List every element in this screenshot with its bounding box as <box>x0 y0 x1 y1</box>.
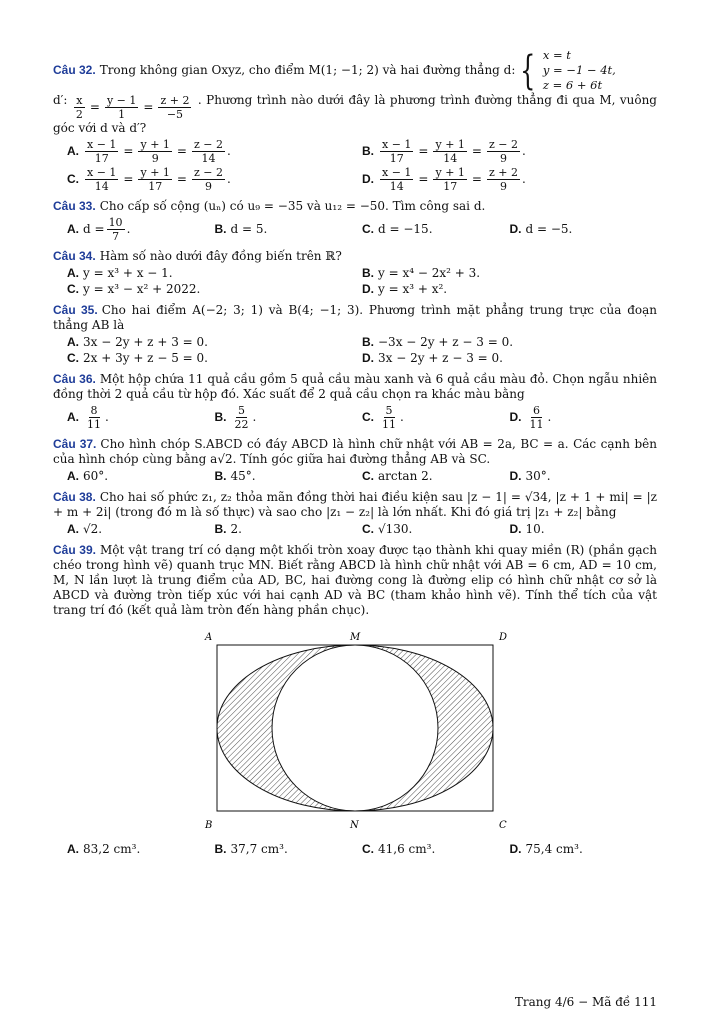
system-line-2: y = −1 − 4t, <box>542 63 616 77</box>
option-32-d[interactable]: D. $\frac{x - 1}{14}$ = $\frac{y + 1}{17}$ = $\frac{z + 2}{9}$ . <box>362 166 526 193</box>
frac-den: 11 <box>529 418 544 431</box>
question-37 <box>53 437 657 484</box>
system-line-1: x = t <box>542 48 571 62</box>
option-letter: D. <box>509 842 522 856</box>
label-m: M <box>350 632 361 643</box>
question-39-label: Câu 39. <box>53 543 96 557</box>
option-letter: C. <box>362 469 374 483</box>
frac-num: y + 1 <box>140 138 170 151</box>
option-text: 2x + 3y + z − 5 = 0. <box>83 351 208 365</box>
question-36 <box>53 372 657 431</box>
question-33-options <box>53 216 657 243</box>
option-33-c[interactable] <box>362 216 510 243</box>
system-line-3: z = 6 + 6t <box>542 78 603 92</box>
frac-den: 17 <box>148 180 163 193</box>
frac-den: 9 <box>499 180 507 193</box>
question-39-options <box>53 842 657 857</box>
option-letter: A. <box>67 222 79 236</box>
question-34-options <box>53 266 657 297</box>
question-32-stem <box>53 48 657 93</box>
question-32-stem-b: . Phương trình nào dưới đây là phương trình đường thẳng đi qua M, vuông góc với d và d′? <box>53 93 657 135</box>
frac-num: y − 1 <box>106 94 137 107</box>
option-text: −3x − 2y + z − 3 = 0. <box>378 335 514 349</box>
dprime-label: d′: <box>53 93 68 107</box>
option-letter: B. <box>214 410 227 424</box>
option-39-d[interactable] <box>510 842 658 857</box>
option-35-a[interactable] <box>67 335 362 350</box>
question-38-options <box>53 522 657 537</box>
option-37-c[interactable] <box>362 469 510 484</box>
option-text: y = x⁴ − 2x² + 3. <box>378 266 481 280</box>
option-letter: B. <box>362 335 374 349</box>
option-38-c[interactable] <box>362 522 510 537</box>
option-text: y = x³ + x − 1. <box>83 266 173 280</box>
option-32-a[interactable]: A. $\frac{x - 1}{17}$ = $\frac{y + 1}{9}$ = $\frac{z - 2}{14}$ . <box>67 138 231 165</box>
option-37-a[interactable] <box>67 469 215 484</box>
frac-num: x − 1 <box>87 166 117 179</box>
frac-num: 10 <box>108 216 123 229</box>
option-39-a[interactable] <box>67 842 215 857</box>
option-letter: C. <box>67 172 79 186</box>
frac-num: y + 1 <box>435 166 465 179</box>
frac-den: 7 <box>112 230 120 243</box>
question-32-stem-b-line <box>53 93 657 136</box>
option-38-b[interactable] <box>215 522 363 537</box>
option-letter: B. <box>362 266 374 280</box>
page-footer: Trang 4/6 − Mã đề 111 <box>514 995 657 1009</box>
frac-num: x − 1 <box>382 166 412 179</box>
option-text: 30°. <box>525 469 551 483</box>
option-33-d[interactable] <box>510 216 658 243</box>
question-34-stem: Hàm số nào dưới đây đồng biến trên ℝ? <box>99 249 342 263</box>
frac-den: 14 <box>94 180 109 193</box>
brace-symbol: { <box>520 47 536 94</box>
option-32-b[interactable]: B. $\frac{x - 1}{17}$ = $\frac{y + 1}{14}$ = $\frac{z - 2}{9}$ . <box>362 138 526 165</box>
question-39-stem: Một vật trang trí có dạng một khối tròn xoay được tạo thành khi quay miền (R) (phần gạch chéo trong hình vẽ) quanh trục MN. Biết rằng ABCD là hình chữ nhật với AB = 6 cm, AD = 10 cm, M, N lần lượt là trung điểm của AD, BC, hai đường cong là đường elip có hình chữ nhật cơ sở là ABCD và đường tròn tiếp xúc với hai cạnh AD và BC (tham khảo hình vẽ). Tính thể tích của vật trang trí đó (kết quả làm tròn đến hàng phần chục). <box>53 543 658 617</box>
frac-num: z − 2 <box>193 138 223 151</box>
frac-den: 14 <box>389 180 404 193</box>
option-text: d = −15. <box>378 222 433 236</box>
question-37-options <box>53 469 657 484</box>
option-34-c[interactable] <box>67 282 362 297</box>
option-text: 10. <box>525 522 545 536</box>
frac-num: 8 <box>90 404 98 417</box>
question-32-stem-a: Trong không gian Oxyz, cho điểm M(1; −1; 2) và hai đường thẳng d: <box>99 63 516 77</box>
question-38 <box>53 490 657 537</box>
frac-num: 5 <box>385 404 393 417</box>
frac-num: z + 2 <box>488 166 518 179</box>
question-32-label: Câu 32. <box>53 63 96 77</box>
option-text: y = x³ + x². <box>378 282 448 296</box>
question-39 <box>53 543 657 857</box>
frac-den: 9 <box>204 180 212 193</box>
option-a-prefix: d = <box>83 222 105 236</box>
option-36-a[interactable]: A. $\frac{8}{11}$ . <box>67 404 109 431</box>
frac-den: 1 <box>118 108 126 121</box>
frac-den: 9 <box>499 152 507 165</box>
option-letter: C. <box>362 842 374 856</box>
option-text: 2. <box>230 522 242 536</box>
option-text: 75,4 cm³. <box>525 842 583 856</box>
option-37-d[interactable] <box>510 469 658 484</box>
question-33-stem: Cho cấp số cộng (uₙ) có u₉ = −35 và u₁₂ = −50. Tìm công sai d. <box>99 199 486 213</box>
option-letter: A. <box>67 842 79 856</box>
option-letter: C. <box>67 282 79 296</box>
option-letter: A. <box>67 522 79 536</box>
option-text: 3x − 2y + z − 3 = 0. <box>378 351 503 365</box>
option-text: arctan 2. <box>378 469 433 483</box>
frac-den: 22 <box>234 418 249 431</box>
frac-num: y + 1 <box>140 166 170 179</box>
line-d-system <box>515 48 615 93</box>
option-33-b[interactable] <box>215 216 363 243</box>
frac-den: 9 <box>151 152 159 165</box>
question-37-stem: Cho hình chóp S.ABCD có đáy ABCD là hình chữ nhật với AB = 2a, BC = a. Các cạnh bên của hình chóp cùng bằng a√2. Tính góc giữa hai đường thẳng AB và SC. <box>53 437 658 466</box>
frac-den: 11 <box>87 418 101 431</box>
option-text: √2. <box>83 522 103 536</box>
question-38-label: Câu 38. <box>53 490 96 504</box>
question-35-label: Câu 35. <box>53 303 98 317</box>
option-letter: D. <box>362 282 374 296</box>
option-text: d = 5. <box>230 222 268 236</box>
option-36-d[interactable]: D. $\frac{6}{11}$ . <box>509 404 552 431</box>
option-39-b[interactable] <box>215 842 363 857</box>
option-34-a[interactable] <box>67 266 362 281</box>
option-text: d = −5. <box>525 222 573 236</box>
dprime-equation: $\frac{x}{2}$ = $\frac{y - 1}{1}$ = $\frac{z + 2}{-5}$ <box>75 94 190 121</box>
option-letter: C. <box>362 410 374 424</box>
question-34-label: Câu 34. <box>53 249 96 263</box>
option-39-c[interactable] <box>362 842 510 857</box>
question-36-options <box>53 404 657 431</box>
option-34-d[interactable] <box>362 282 657 297</box>
frac-den: 17 <box>94 152 109 165</box>
option-text: y = x³ − x² + 2022. <box>83 282 201 296</box>
question-38-stem: Cho hai số phức z₁, z₂ thỏa mãn đồng thời hai điều kiện sau |z − 1| = √34, |z + 1 + mi| = |z + m + 2i| (trong đó m là số thực) và sao cho |z₁ − z₂| là lớn nhất. Khi đó giá trị |z₁ + z₂| bằng <box>53 490 658 519</box>
option-35-c[interactable] <box>67 351 362 366</box>
ellipse-circle-figure <box>195 632 515 832</box>
frac-num: 6 <box>533 404 540 417</box>
option-letter: C. <box>362 222 374 236</box>
frac-num: x − 1 <box>382 138 412 151</box>
option-letter: D. <box>362 172 374 186</box>
option-letter: D. <box>509 469 522 483</box>
option-letter: A. <box>67 335 79 349</box>
label-n: N <box>350 820 359 831</box>
question-36-stem: Một hộp chứa 11 quả cầu gồm 5 quả cầu màu xanh và 6 quả cầu màu đỏ. Chọn ngẫu nhiên đồng thời 2 quả cầu từ hộp đó. Xác suất để 2 quả cầu chọn ra khác màu bằng <box>53 372 657 401</box>
option-letter: A. <box>67 266 79 280</box>
question-35 <box>53 303 657 366</box>
option-32-c[interactable]: C. $\frac{x - 1}{14}$ = $\frac{y + 1}{17}$ = $\frac{z - 2}{9}$ . <box>67 166 231 193</box>
frac-den: 14 <box>201 152 216 165</box>
exam-page <box>53 48 657 863</box>
label-a: A <box>205 632 213 643</box>
frac-num: 5 <box>238 404 245 417</box>
option-text: 37,7 cm³. <box>230 842 288 856</box>
option-letter: B. <box>214 222 227 236</box>
frac-den: 11 <box>382 418 396 431</box>
option-letter: C. <box>362 522 374 536</box>
option-letter: B. <box>214 842 227 856</box>
frac-num: z − 2 <box>488 138 518 151</box>
question-35-options <box>53 335 657 366</box>
option-letter: D. <box>362 351 374 365</box>
option-letter: C. <box>67 351 79 365</box>
frac-den: 17 <box>389 152 404 165</box>
option-letter: B. <box>214 522 227 536</box>
question-32 <box>53 48 657 193</box>
option-34-b[interactable] <box>362 266 657 281</box>
option-letter: A. <box>67 144 79 158</box>
frac-num: z + 2 <box>160 94 190 107</box>
label-b: B <box>205 820 213 831</box>
option-36-b[interactable]: B. $\frac{5}{22}$ . <box>214 404 257 431</box>
frac-den: −5 <box>166 108 184 121</box>
option-letter: D. <box>509 410 522 424</box>
question-37-label: Câu 37. <box>53 437 97 451</box>
frac-num: x <box>76 94 83 107</box>
figure-svg <box>195 632 515 832</box>
label-c: C <box>499 820 507 831</box>
option-letter: A. <box>67 469 79 483</box>
option-text: 83,2 cm³. <box>83 842 141 856</box>
question-32-options <box>53 138 657 193</box>
option-33-a[interactable]: A. d = $\frac{10}{7}$ . <box>67 216 131 243</box>
frac-den: 14 <box>443 152 458 165</box>
option-38-d[interactable] <box>510 522 658 537</box>
frac-num: z − 2 <box>193 166 223 179</box>
option-37-b[interactable] <box>215 469 363 484</box>
frac-num: y + 1 <box>435 138 465 151</box>
option-letter: B. <box>362 144 374 158</box>
question-34 <box>53 249 657 297</box>
question-33 <box>53 199 657 243</box>
option-text: 45°. <box>230 469 256 483</box>
label-d: D <box>499 632 508 643</box>
option-letter: B. <box>214 469 227 483</box>
question-35-stem: Cho hai điểm A(−2; 3; 1) và B(4; −1; 3). Phương trình mặt phẳng trung trực của đoạn thẳng AB là <box>53 303 658 332</box>
shaded-region <box>217 645 493 811</box>
option-text: 41,6 cm³. <box>378 842 436 856</box>
option-text: 3x − 2y + z + 3 = 0. <box>83 335 208 349</box>
option-38-a[interactable] <box>67 522 215 537</box>
question-33-label: Câu 33. <box>53 199 96 213</box>
option-text: 60°. <box>83 469 109 483</box>
question-36-label: Câu 36. <box>53 372 96 386</box>
option-letter: D. <box>509 522 522 536</box>
option-letter: A. <box>67 410 79 424</box>
option-text: √130. <box>378 522 413 536</box>
option-35-b[interactable] <box>362 335 657 350</box>
option-36-c[interactable]: C. $\frac{5}{11}$ . <box>362 404 404 431</box>
frac-num: x − 1 <box>87 138 117 151</box>
option-letter: D. <box>509 222 522 236</box>
option-35-d[interactable] <box>362 351 657 366</box>
frac-den: 17 <box>443 180 458 193</box>
frac-den: 2 <box>75 108 83 121</box>
